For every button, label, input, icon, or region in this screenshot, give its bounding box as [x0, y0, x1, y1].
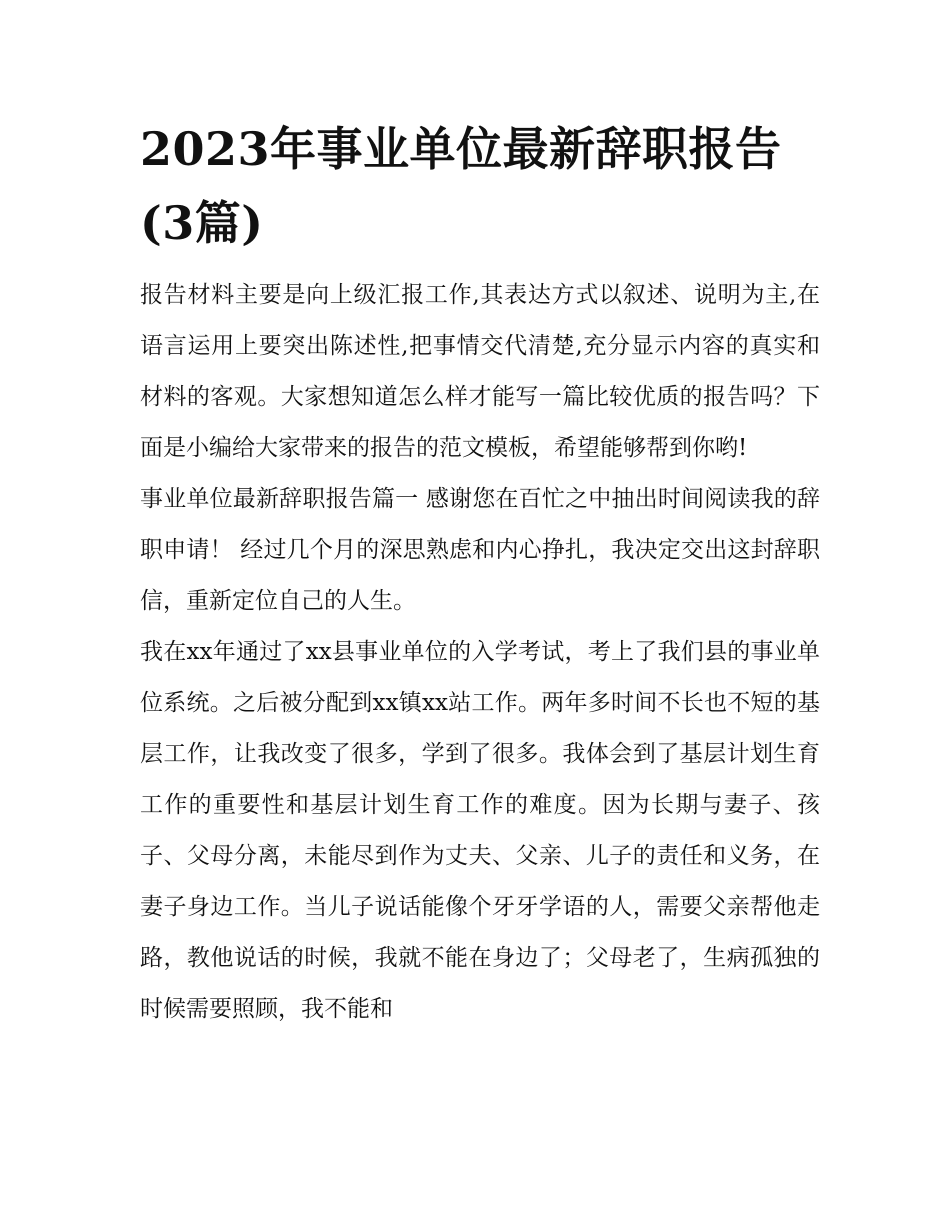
document-title: 2023年事业单位最新辞职报告(3篇)	[140, 122, 782, 250]
intro-paragraph: 报告材料主要是向上级汇报工作,其表达方式以叙述、说明为主,在语言运用上要突出陈述性,把事情交代清楚,充分显示内容的真实和材料的客观。大家想知道怎么样才能写一篇比较优质的报告吗？下面是小编给大家带来的报告的范文模板，希望能够帮到你哟!	[140, 282, 820, 461]
body-paragraph-1: 事业单位最新辞职报告篇一 感谢您在百忙之中抽出时间阅读我的辞职申请！ 经过几个月的深思熟虑和内心挣扎，我决定交出这封辞职信，重新定位自己的人生。	[140, 486, 820, 614]
body-paragraph-2: 我在xx年通过了xx县事业单位的入学考试，考上了我们县的事业单位系统。之后被分配到xx镇xx站工作。两年多时间不长也不短的基层工作，让我改变了很多，学到了很多。我体会到了基层计划生育工作的重要性和基层计划生育工作的难度。因为长期与妻子、孩子、父母分离，未能尽到作为丈夫、父亲、儿子的责任和义务，在妻子身边工作。当儿子说话能像个牙牙学语的人，需要父亲帮他走路，教他说话的时候，我就不能在身边了；父母老了，生病孤独的时候需要照顾，我不能和	[140, 639, 820, 1022]
document-body	[140, 112, 820, 1035]
